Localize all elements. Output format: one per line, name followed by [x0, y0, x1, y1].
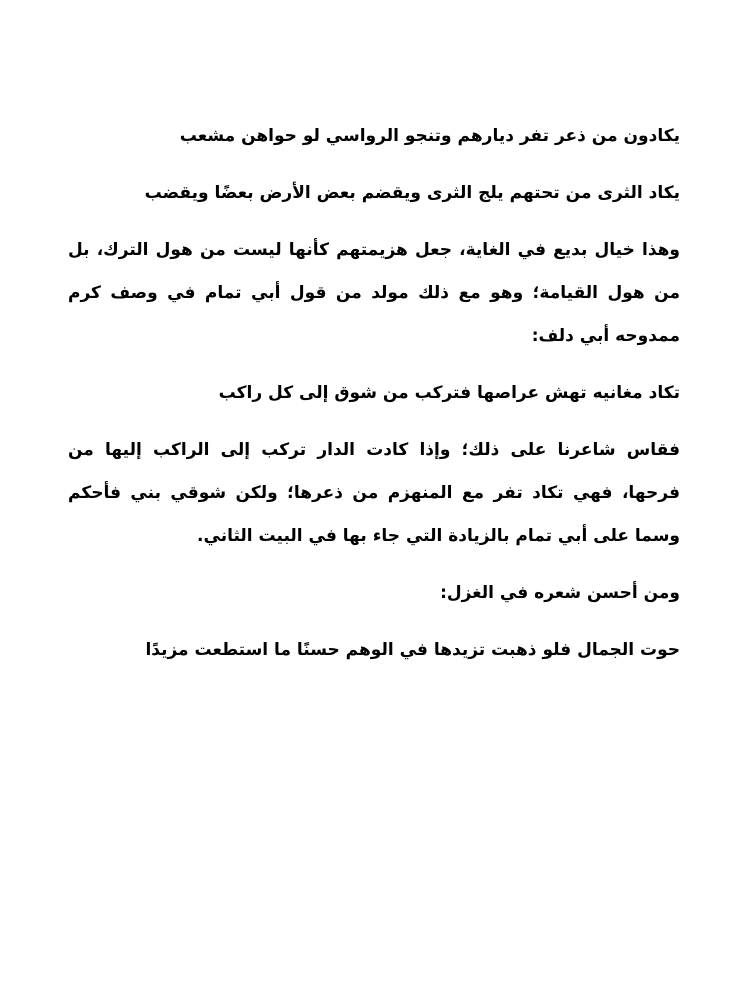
verse-line: يكاد الثرى من تحتهم يلج الثرى ويقضم بعض الأرض بعضًا ويقضب	[144, 183, 680, 203]
verse-line: يكادون من ذعر تفر ديارهم وتنجو الرواسي لو حواهن مشعب	[179, 126, 680, 146]
document-page	[68, 115, 680, 686]
prose-paragraph: وهذا خيال بديع في الغاية، جعل هزيمتهم كأنها ليست من هول الترك، بل من هول القيامة؛ وهو مع ذلك مولد من قول أبي تمام في وصف كرم ممدوحه أبي دلف:	[68, 240, 680, 346]
section-intro: ومن أحسن شعره في الغزل:	[440, 583, 680, 603]
verse-line: حوت الجمال فلو ذهبت تزيدها في الوهم حسنًا ما استطعت مزيدًا	[145, 640, 680, 660]
verse-line: تكاد مغانيه تهش عراصها فتركب من شوق إلى كل راكب	[218, 383, 680, 403]
prose-paragraph: فقاس شاعرنا على ذلك؛ وإذا كادت الدار تركب إلى الراكب إليها من فرحها، فهي تكاد تفر مع المنهزم من ذعرها؛ ولكن شوقي بني فأحكم وسما على أبي تمام بالزيادة التي جاء بها في البيت الثاني.	[68, 440, 680, 546]
